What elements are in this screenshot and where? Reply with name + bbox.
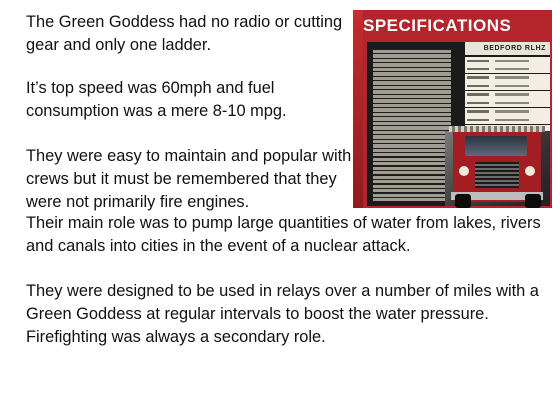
paragraph-easy-to-maintain: They were easy to maintain and popular with crews but it must be remembered that they were not primarily fire engines.: [26, 147, 352, 211]
radiator-grille: [475, 162, 519, 188]
specifications-card-image: [353, 10, 552, 208]
ladder-icon: [449, 126, 545, 132]
model-label: BEDFORD RLHZ: [465, 42, 550, 55]
card-left-band: [353, 10, 363, 208]
paragraph-no-radio: The Green Goddess had no radio or cutting gear and only one ladder.: [26, 13, 343, 54]
paragraph-relays: They were designed to be used in relays over a number of miles with a Green Goddess at regular intervals to boost the water pressure. Firefighting was always a secondary role.: [26, 282, 539, 346]
wheel-left: [455, 194, 471, 208]
headlamp-right: [525, 166, 535, 176]
card-body-text-block: [373, 50, 451, 202]
paragraph-top-speed: It’s top speed was 60mph and fuel consumption was a mere 8-10 mpg.: [26, 79, 287, 120]
headlamp-left: [459, 166, 469, 176]
wheel-right: [525, 194, 541, 208]
windscreen: [465, 136, 527, 156]
paragraph-main-role: Their main role was to pump large quantities of water from lakes, rivers and canals into cities in the event of a nuclear attack.: [26, 214, 541, 255]
specifications-title: SPECIFICATIONS: [363, 16, 512, 35]
